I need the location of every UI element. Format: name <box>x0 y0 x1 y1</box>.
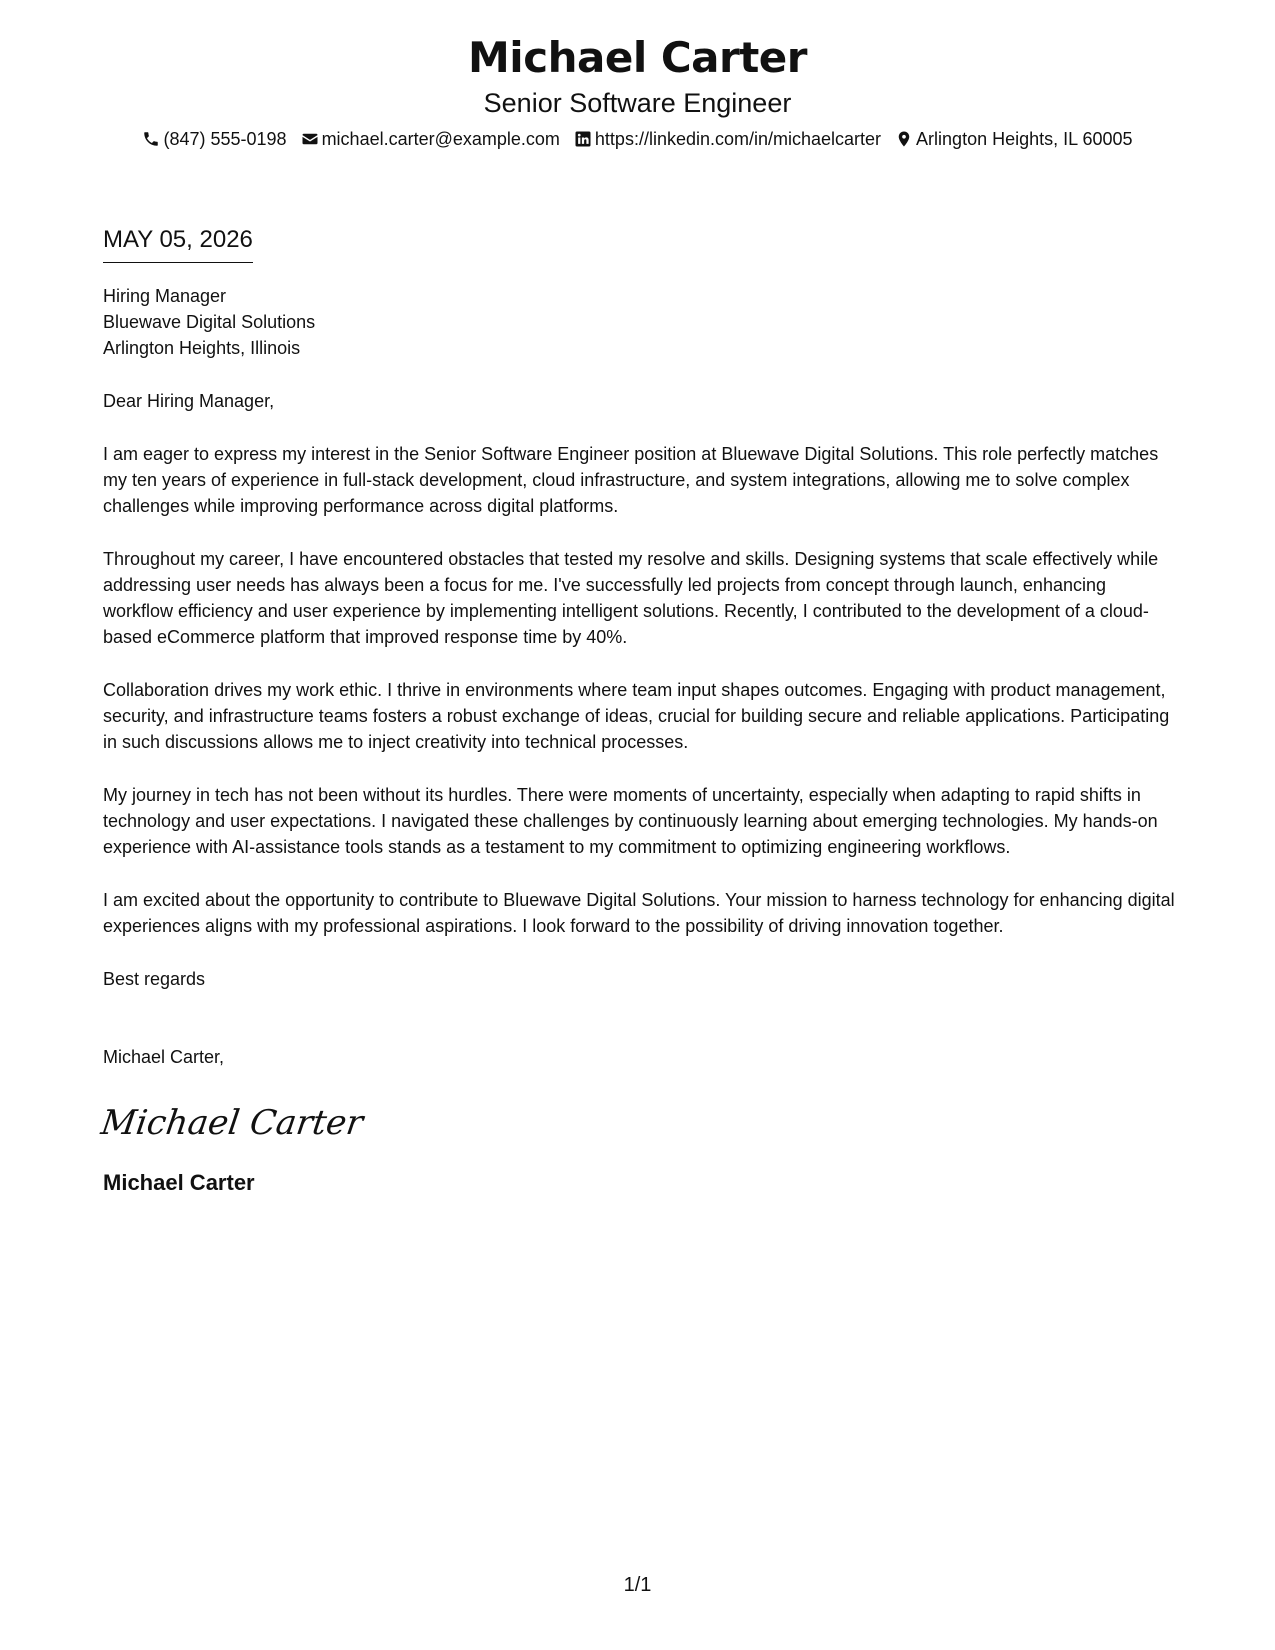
body-paragraph: Throughout my career, I have encountered obstacles that tested my resolve and skills. Designing systems that scale effectively while addressing user needs has always been a focus for me. I've successfully led projects from concept through launch, enhancing workflow efficiency and user experience by implementing intelligent solutions. Recently, I contributed to the development of a cloud-based eCommerce platform that improved response time by 40%. <box>103 549 1159 647</box>
contact-linkedin <box>574 126 881 152</box>
svg-text:Michael Carter: Michael Carter <box>98 1103 366 1143</box>
contact-bar <box>0 126 1275 152</box>
phone-text: (847) 555-0198 <box>163 129 287 149</box>
salutation: Dear Hiring Manager, <box>103 391 275 411</box>
recipient-block <box>103 283 1175 361</box>
contact-phone <box>142 126 286 152</box>
recipient-location: Arlington Heights, Illinois <box>103 338 301 358</box>
page-number: 1/1 <box>623 1574 652 1596</box>
linkedin-icon <box>574 130 592 148</box>
envelope-icon <box>301 130 319 148</box>
email-text: michael.carter@example.com <box>321 129 560 149</box>
linkedin-text: https://linkedin.com/in/michaelcarter <box>594 129 882 149</box>
body-paragraph: Collaboration drives my work ethic. I thrive in environments where team input shapes outcomes. Engaging with product management, security, and infrastructure teams fosters a robust exchange of ideas, crucial for building secure and reliable applications. Participating in such discussions allows me to inject creativity into technical processes. <box>103 680 1170 752</box>
body-paragraph: I am eager to express my interest in the Senior Software Engineer position at Bluewave Digital Solutions. This role perfectly matches my ten years of experience in full-stack development, cloud infrastructure, and system integrations, allowing me to solve complex challenges while improving performance across digital platforms. <box>103 444 1159 516</box>
letter-date: MAY 05, 2026 <box>103 224 253 263</box>
applicant-title: Senior Software Engineer <box>483 88 792 118</box>
location-text: Arlington Heights, IL 60005 <box>916 129 1133 149</box>
recipient-title: Hiring Manager <box>103 286 227 306</box>
map-marker-icon <box>895 130 913 148</box>
contact-location <box>895 126 1132 152</box>
body-paragraph: I am excited about the opportunity to contribute to Bluewave Digital Solutions. Your mission to harness technology for enhancing digital experiences aligns with my professional aspirations. I look forward to the possibility of driving innovation together. <box>103 890 1175 936</box>
contact-email <box>301 126 560 152</box>
letter-body <box>98 224 1175 1198</box>
recipient-company: Bluewave Digital Solutions <box>103 312 316 332</box>
handwritten-signature <box>98 1098 1175 1148</box>
closing: Best regards <box>103 969 206 989</box>
body-paragraph: My journey in tech has not been without its hurdles. There were moments of uncertainty, especially when adapting to rapid shifts in technology and user expectations. I navigated these challenges by continuously learning about emerging technologies. My hands-on experience with AI-assistance tools stands as a testament to my commitment to optimizing engineering workflows. <box>103 785 1158 857</box>
applicant-name: Michael Carter <box>468 33 807 82</box>
phone-icon <box>142 130 160 148</box>
signer-name-line: Michael Carter, <box>103 1047 225 1067</box>
letter-header <box>0 30 1275 152</box>
signer-name: Michael Carter <box>103 1170 255 1195</box>
